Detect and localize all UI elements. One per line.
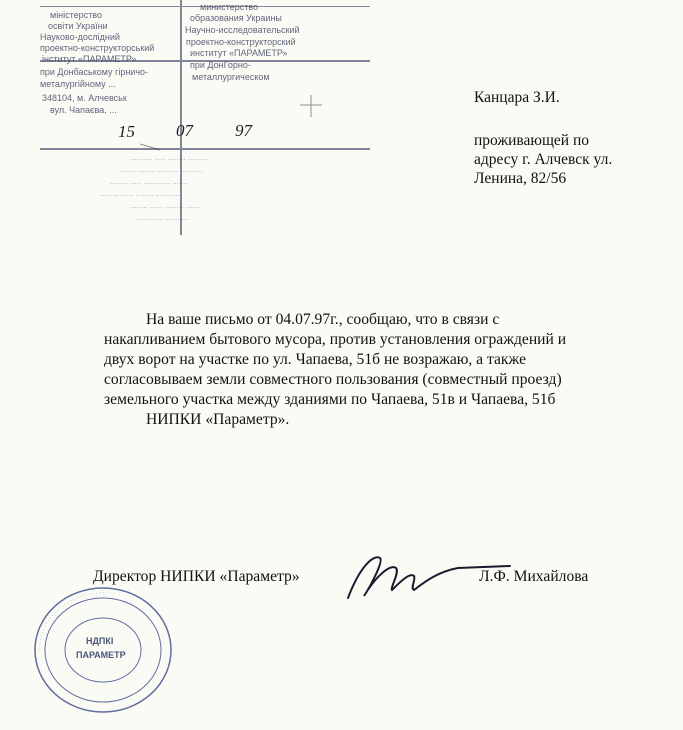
body-line: двух ворот на участке по ул. Чапаева, 51б не возражаю, а также	[104, 351, 526, 368]
addressee-address	[474, 131, 674, 188]
svg-text:освіти України: освіти України	[48, 21, 108, 31]
addressee-block	[474, 88, 674, 188]
svg-text:НДПКІ: НДПКІ	[86, 636, 114, 646]
body-line: земельного участка между зданиями по Чапаева, 51в и Чапаева, 51б	[104, 391, 556, 408]
svg-text:............ ...........: ............ ...........	[135, 213, 189, 222]
svg-text:348104, м. Алчевськ: 348104, м. Алчевськ	[42, 93, 127, 103]
signatory-title: Директор НИПКИ «Параметр»	[93, 568, 300, 585]
svg-text:ПАРАМЕТР: ПАРАМЕТР	[76, 650, 126, 660]
svg-text:при Донбаському гірничо-: при Донбаському гірничо-	[40, 67, 149, 77]
svg-text:образования Украины: образования Украины	[190, 13, 282, 23]
svg-text:проектно-конструкторський: проектно-конструкторський	[40, 43, 155, 53]
svg-text:....... ........ ......... ...: ....... ........ ......... ..........	[120, 165, 203, 174]
svg-text:........ ..... ............ ..: ........ ..... ............ .......	[110, 177, 188, 186]
svg-text:вул. Чапаєва, ...: вул. Чапаєва, ...	[50, 105, 117, 115]
svg-text:міністерство: міністерство	[50, 10, 102, 20]
signatory-name: Л.Ф. Михайлова	[479, 568, 589, 585]
addressee-address-line: проживающей по	[474, 132, 590, 149]
addressee-address-line: адресу г. Алчевск ул.	[474, 151, 613, 168]
svg-text:металургійному ...: металургійному ...	[40, 79, 116, 89]
svg-text:при ДонГорно-: при ДонГорно-	[190, 60, 251, 70]
svg-text:07: 07	[176, 121, 193, 140]
body-line: НИПКИ «Параметр».	[146, 411, 290, 428]
body-line: накапливанием бытового мусора, против установления ограждений и	[104, 331, 567, 348]
letterhead-stamp	[40, 0, 370, 240]
svg-text:.......... ..... ........ ....: .......... ..... ........ .........	[130, 153, 208, 162]
svg-text:проектно-конструкторский: проектно-конструкторский	[186, 37, 296, 47]
svg-text:металлургическом: металлургическом	[192, 72, 270, 82]
svg-text:15: 15	[118, 122, 135, 141]
body-line: согласовываем земли совместного пользования (совместный проезд)	[104, 371, 562, 388]
svg-text:министерство: министерство	[200, 2, 259, 12]
body-line: На ваше письмо от 04.07.97г., сообщаю, что в связи с	[146, 311, 500, 328]
round-seal	[18, 570, 188, 720]
addressee-address-line: Ленина, 82/56	[474, 170, 567, 187]
svg-text:. . . . . . . . . . . . . . .: . . . . . . . . . . . . . . . . . . . . . . . . . . . . . . . .	[35, 588, 115, 651]
svg-text:..... ......... ........ .....: ..... ......... ........ ...........	[100, 189, 181, 198]
svg-text:Науково-дослідний: Науково-дослідний	[40, 32, 120, 42]
svg-text:інститут «ПАРАМЕТР»: інститут «ПАРАМЕТР»	[42, 54, 137, 64]
addressee-name: Канцара З.И.	[474, 89, 560, 106]
svg-text:Научно-исследовательский: Научно-исследовательский	[185, 25, 300, 35]
svg-text:........ ...... ........ ...: ........ ...... ........ .......	[130, 201, 202, 210]
letter-body	[104, 310, 596, 430]
svg-text:97: 97	[235, 121, 252, 140]
svg-text:институт «ПАРАМЕТР»: институт «ПАРАМЕТР»	[190, 48, 288, 58]
